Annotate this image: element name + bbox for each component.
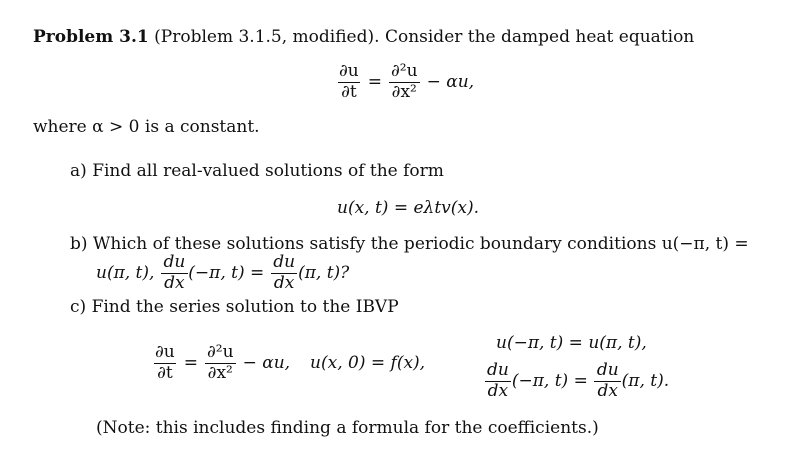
fraction-denominator: dx (485, 381, 511, 401)
equals-sign: = (183, 353, 198, 374)
main-equation (336, 63, 474, 102)
part-b-label: b) (70, 234, 88, 254)
fraction-numerator: du (596, 360, 619, 380)
constant-note: where α > 0 is a constant. (33, 117, 260, 137)
fraction-numerator: ∂²u (207, 342, 234, 362)
part-c (70, 297, 399, 317)
fraction-denominator: dx (594, 381, 620, 401)
du-dx-fraction (484, 362, 512, 401)
problem-label: Problem 3.1 (33, 27, 149, 47)
part-b-text: Which of these solutions satisfy the periodic boundary conditions u(−π, t) = (92, 234, 749, 254)
problem-header (33, 27, 694, 47)
part-c-label: c) (70, 297, 87, 317)
bc2-left: (−π, t) = (511, 371, 588, 392)
part-c-text: Find the series solution to the IBVP (91, 297, 399, 317)
part-b (70, 234, 749, 254)
fraction-denominator: ∂t (338, 82, 360, 102)
du-dt-fraction (336, 63, 362, 102)
fraction-numerator: ∂u (155, 342, 175, 362)
damping-term: − αu, (242, 353, 291, 374)
fraction-numerator: ∂u (339, 61, 359, 81)
d2u-dx2-fraction (388, 63, 421, 102)
part-b-conditions (96, 254, 349, 293)
du-dx-fraction (270, 254, 298, 293)
fraction-denominator: ∂x² (205, 363, 236, 383)
fraction-numerator: du (487, 360, 509, 380)
equals-sign: = (367, 72, 382, 93)
bc-line-1: u(−π, t) = u(π, t), (496, 333, 647, 353)
ibvp-equation (152, 344, 425, 383)
bc2-right: (π, t). (621, 371, 670, 392)
part-a-formula: u(x, t) = eλtv(x). (337, 198, 480, 218)
initial-condition: u(x, 0) = f(x), (310, 353, 426, 374)
coefficients-note: (Note: this includes finding a formula for the coefficients.) (96, 418, 599, 438)
problem-source: (Problem 3.1.5, modified). (154, 27, 380, 47)
fraction-numerator: du (273, 252, 296, 272)
fraction-numerator: ∂²u (391, 61, 418, 81)
part-a-text: Find all real-valued solutions of the form (92, 161, 444, 181)
fraction-denominator: ∂x² (389, 82, 420, 102)
problem-intro: Consider the damped heat equation (384, 27, 695, 47)
bc-derivative-left: (−π, t) = (188, 263, 265, 284)
du-dx-fraction (160, 254, 188, 293)
bc-line-2 (484, 362, 669, 401)
part-a-label: a) (70, 161, 87, 181)
d2u-dx2-fraction (204, 344, 237, 383)
fraction-numerator: du (163, 252, 186, 272)
fraction-denominator: dx (271, 273, 297, 293)
du-dx-fraction (594, 362, 622, 401)
part-a (70, 161, 444, 181)
du-dt-fraction (152, 344, 178, 383)
bc-value: u(π, t), (96, 263, 155, 284)
fraction-denominator: dx (161, 273, 187, 293)
fraction-denominator: ∂t (154, 363, 176, 383)
damping-term: − αu, (426, 72, 475, 93)
bc-derivative-right: (π, t)? (298, 263, 350, 284)
